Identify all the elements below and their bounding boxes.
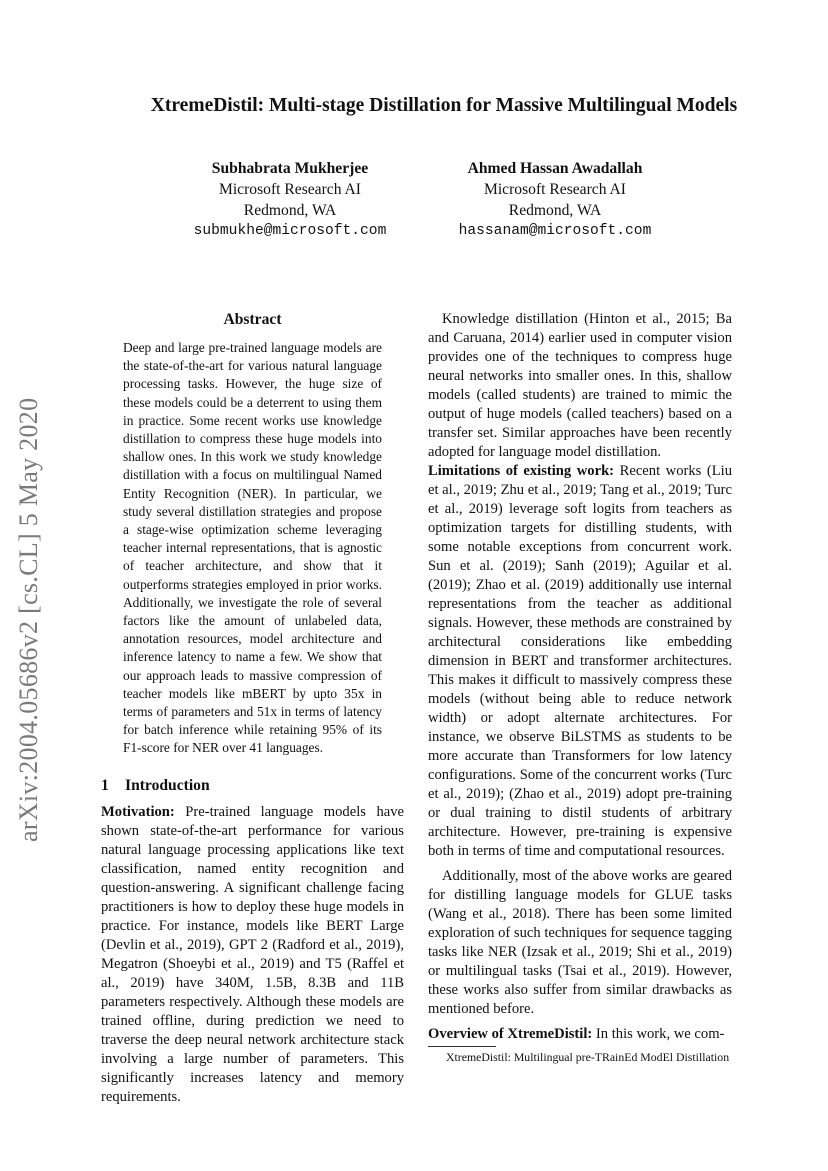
author-name: Ahmed Hassan Awadallah	[467, 160, 643, 177]
section-heading	[101, 776, 404, 795]
author-email[interactable]: submukhe@microsoft.com	[193, 223, 387, 239]
limitations-paragraph	[428, 462, 732, 861]
motivation-paragraph	[101, 803, 404, 1107]
author-location: Redmond, WA	[508, 202, 602, 219]
section-number: 1	[101, 776, 109, 794]
abstract-heading: Abstract	[223, 311, 282, 328]
author-affiliation: Microsoft Research AI	[483, 181, 627, 198]
author-affiliation: Microsoft Research AI	[218, 181, 362, 198]
overview-text: In this work, we com-	[595, 1026, 725, 1042]
motivation-text: Pre-trained language models have shown state-of-the-art performance for various natural language processing applications like text classification, named entity recognition and question-answering. A significant challenge facing practitioners is how to deploy these huge models in practice. For instance, models like BERT Large (Devlin et al., 2019), GPT 2 (Radford et al., 2019), Megatron (Shoeybi et al., 2019) and T5 (Raffel et al., 2019) have 340M, 1.5B, 8.3B and 11B parameters respectively. Although these models are trained offline, during prediction we need to traverse the deep neural network architecture stack involving a large number of parameters. This significantly increases latency and memory requirements.	[101, 803, 404, 1105]
author-block-2	[405, 158, 705, 242]
footnote-divider	[428, 1046, 496, 1047]
limitations-label: Limitations of existing work:	[428, 463, 615, 479]
arxiv-identifier: arXiv:2004.05686v2 [cs.CL] 5 May 2020	[14, 397, 43, 842]
limitations-text: Recent works (Liu et al., 2019; Zhu et al., 2019; Tang et al., 2019; Turc et al., 2019) leverage soft logits from teachers as optimization targets for distilling students, with some notable exceptions from concurrent work. Sun et al. (2019); Sanh (2019); Aguilar et al. (2019); Zhao et al. (2019) additionally use internal representations from the teacher as additional signals. However, these methods are constrained by architectural considerations like embedding dimension in BERT and transformer architectures. This makes it difficult to massively compress these models (without being able to reduce network width) or adopt alternate architectures. For instance, we observe BiLSTMS as students to be more accurate than Transformers for low latency configurations. Some of the concurrent works (Turc et al., 2019); (Zhao et al., 2019) adopt pre-training or dual training to distil students of arbitrary architecture. However, pre-training is expensive both in terms of time and computational resources.	[428, 463, 732, 859]
distillation-paragraph: Knowledge distillation (Hinton et al., 2015; Ba and Caruana, 2014) earlier used in computer vision provides one of the techniques to compress huge neural networks into smaller ones. In this, shallow models (called students) are trained to mimic the output of huge models (called teachers) based on a transfer set. Similar approaches have been recently adopted for language model distillation.	[428, 311, 732, 460]
left-column	[101, 310, 404, 1107]
paper-title: XtremeDistil: Multi-stage Distillation for Massive Multilingual Models	[150, 95, 738, 116]
section-title: Introduction	[125, 776, 210, 794]
abstract-text: Deep and large pre-trained language models are the state-of-the-art for various natural language processing tasks. However, the huge size of these models could be a deterrent to using them in practice. Some recent works use knowledge distillation to compress these huge models into shallow ones. In this work we study knowledge distillation with a focus on multilingual Named Entity Recognition (NER). In particular, we study several distillation strategies and propose a stage-wise optimization scheme leveraging teacher internal representations, that is agnostic of teacher architecture, and show that it outperforms strategies employed in prior works. Additionally, we investigate the role of several factors like the amount of unlabeled data, annotation resources, model architecture and inference latency to name a few. We show that our approach leads to massive compression of teacher models like mBERT by upto 35x in terms of parameters and 51x in terms of latency for batch inference while retaining 95% of its F1-score for NER over 41 languages.	[123, 340, 382, 756]
glue-paragraph: Additionally, most of the above works are geared for distilling language models for GLUE tasks (Wang et al., 2018). There has been some limited exploration of such techniques for sequence tagging tasks like NER (Izsak et al., 2019; Shi et al., 2019) or multilingual tasks (Tsai et al., 2019). However, these works also suffer from similar drawbacks as mentioned before.	[428, 868, 732, 1017]
overview-paragraph	[428, 1025, 732, 1044]
author-block-1	[140, 158, 440, 242]
author-email[interactable]: hassanam@microsoft.com	[458, 223, 652, 239]
footnote: XtremeDistil: Multilingual pre-TRainEd ModEl Distillation	[446, 1050, 730, 1064]
right-column	[428, 310, 732, 1044]
overview-label: Overview of XtremeDistil:	[428, 1026, 593, 1042]
author-location: Redmond, WA	[243, 202, 337, 219]
motivation-label: Motivation:	[101, 803, 175, 820]
author-name: Subhabrata Mukherjee	[211, 160, 369, 177]
